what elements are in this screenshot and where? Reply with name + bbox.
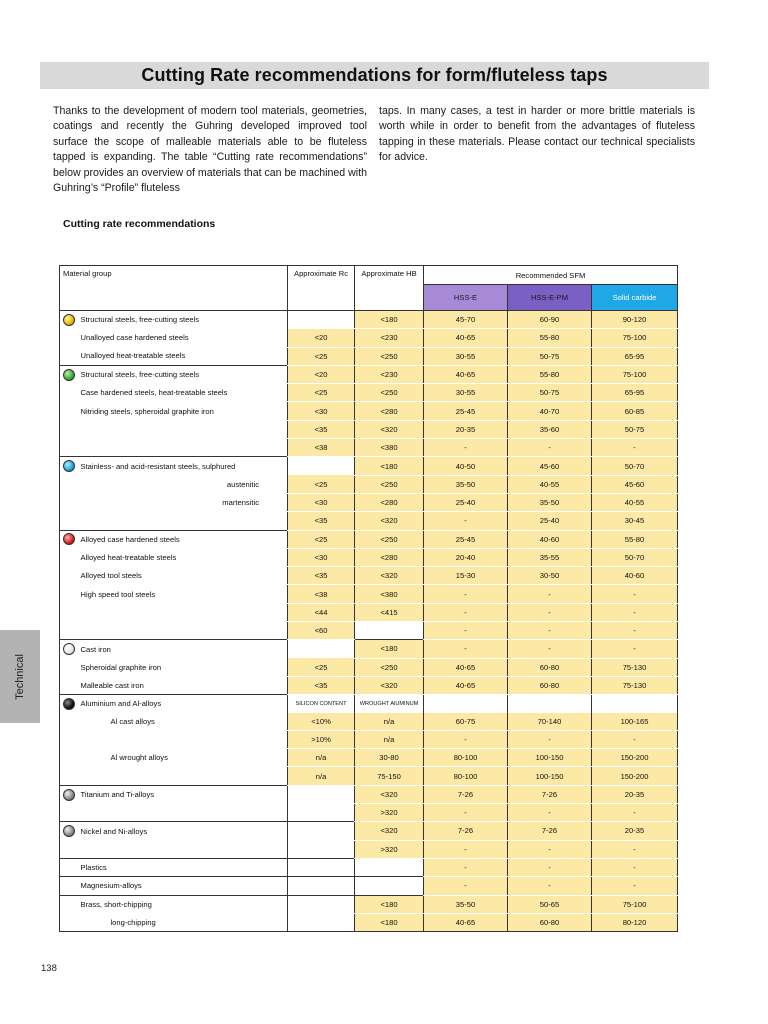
cutting-rate-table bbox=[59, 265, 678, 932]
table-row bbox=[60, 347, 678, 365]
hss-e-pm-sfm-cell: - bbox=[508, 585, 592, 603]
solid-carbide-sfm-cell: 75-130 bbox=[592, 658, 678, 676]
hss-e-sfm-cell: 20-35 bbox=[424, 420, 508, 438]
approx-rc-cell: SILICON CONTENT bbox=[288, 695, 355, 713]
material-name: long-chipping bbox=[78, 913, 288, 931]
table-row bbox=[60, 749, 678, 767]
table-row bbox=[60, 493, 678, 511]
material-name: Nitriding steels, spheroidal graphite iron bbox=[80, 406, 214, 416]
hss-e-pm-sfm-cell: 50-75 bbox=[508, 384, 592, 402]
intro-column-right bbox=[379, 104, 695, 166]
table-row bbox=[60, 548, 678, 566]
approx-hb-cell: >320 bbox=[355, 804, 424, 822]
solid-carbide-sfm-cell: 55-80 bbox=[592, 530, 678, 548]
approx-hb-cell: <320 bbox=[355, 420, 424, 438]
material-name bbox=[78, 622, 288, 640]
material-icon-cell bbox=[60, 877, 78, 895]
material-name: Stainless- and acid-resistant steels, sulphured bbox=[78, 457, 288, 475]
material-name: Plastics bbox=[78, 858, 288, 876]
approx-rc-cell bbox=[288, 640, 355, 658]
approx-hb-cell: <320 bbox=[355, 567, 424, 585]
material-name: Unalloyed case hardened steels bbox=[80, 333, 189, 343]
approx-rc-cell: <30 bbox=[288, 402, 355, 420]
approx-rc-cell bbox=[288, 877, 355, 895]
solid-carbide-sfm-cell: - bbox=[592, 622, 678, 640]
solid-carbide-sfm-cell: 30-45 bbox=[592, 512, 678, 530]
solid-carbide-sfm-cell: 80-120 bbox=[592, 913, 678, 931]
material-icon-cell bbox=[60, 730, 78, 748]
table-row bbox=[60, 895, 678, 913]
approx-hb-cell: <180 bbox=[355, 457, 424, 475]
hss-e-sfm-cell: 80-100 bbox=[424, 749, 508, 767]
hss-e-pm-sfm-cell: - bbox=[508, 877, 592, 895]
material-group-yellow-ball-icon bbox=[63, 314, 75, 326]
hss-e-pm-sfm-cell: - bbox=[508, 858, 592, 876]
header-hss-e-pm: HSS-E-PM bbox=[508, 285, 592, 311]
approx-rc-cell: <20 bbox=[288, 365, 355, 383]
material-icon-cell bbox=[60, 493, 78, 511]
table-row bbox=[60, 512, 678, 530]
approx-rc-cell: >10% bbox=[288, 730, 355, 748]
material-icon-cell bbox=[60, 676, 78, 694]
approx-rc-cell: <44 bbox=[288, 603, 355, 621]
hss-e-sfm-cell: 20-40 bbox=[424, 548, 508, 566]
hss-e-sfm-cell: 40-65 bbox=[424, 365, 508, 383]
material-name: Case hardened steels, heat-treatable steels bbox=[80, 388, 228, 398]
material-icon-cell bbox=[60, 749, 78, 767]
solid-carbide-sfm-cell: 100-165 bbox=[592, 713, 678, 731]
approx-hb-cell: <250 bbox=[355, 384, 424, 402]
approx-hb-cell: <320 bbox=[355, 512, 424, 530]
header-recommended-sfm: Recommended SFM bbox=[424, 266, 678, 285]
material-icon-cell bbox=[60, 603, 78, 621]
material-icon-cell bbox=[60, 548, 78, 566]
hss-e-pm-sfm-cell: 7-26 bbox=[508, 785, 592, 803]
material-icon-cell bbox=[60, 622, 78, 640]
table-row bbox=[60, 457, 678, 475]
material-icon-cell bbox=[60, 913, 78, 931]
solid-carbide-sfm-cell: - bbox=[592, 640, 678, 658]
material-icon-cell bbox=[60, 420, 78, 438]
material-icon-cell bbox=[60, 713, 78, 731]
material-name: Al wrought alloys bbox=[110, 753, 168, 763]
solid-carbide-sfm-cell: - bbox=[592, 858, 678, 876]
solid-carbide-sfm-cell: - bbox=[592, 804, 678, 822]
intro-text-right: taps. In many cases, a test in harder or more brittle materials is worth while in order to benefit from the advantages of fluteless tapping in these materials. Please contact our technical specialists for advice. bbox=[379, 105, 695, 164]
material-name: Alloyed tool steels bbox=[80, 571, 142, 581]
table-row bbox=[60, 785, 678, 803]
hss-e-pm-sfm-cell: - bbox=[508, 439, 592, 457]
header-approx-hb: Approximate HB bbox=[355, 266, 424, 311]
hss-e-sfm-cell: 30-55 bbox=[424, 347, 508, 365]
table-row bbox=[60, 384, 678, 402]
approx-rc-cell: <10% bbox=[288, 713, 355, 731]
hss-e-sfm-cell: 25-40 bbox=[424, 493, 508, 511]
table-row bbox=[60, 585, 678, 603]
approx-rc-cell: <25 bbox=[288, 475, 355, 493]
approx-hb-cell: <180 bbox=[355, 640, 424, 658]
hss-e-sfm-cell: - bbox=[424, 622, 508, 640]
material-icon-cell bbox=[60, 439, 78, 457]
hss-e-pm-sfm-cell: 60-90 bbox=[508, 311, 592, 329]
material-icon-cell bbox=[60, 475, 78, 493]
solid-carbide-sfm-cell: 75-100 bbox=[592, 329, 678, 347]
material-icon-cell bbox=[60, 530, 78, 548]
hss-e-pm-sfm-cell: - bbox=[508, 730, 592, 748]
table-row bbox=[60, 840, 678, 858]
material-name bbox=[78, 512, 288, 530]
approx-hb-cell: <230 bbox=[355, 329, 424, 347]
hss-e-pm-sfm-cell: 35-60 bbox=[508, 420, 592, 438]
material-group-red-ball-icon bbox=[63, 533, 75, 545]
solid-carbide-sfm-cell: 90-120 bbox=[592, 311, 678, 329]
approx-hb-cell: <280 bbox=[355, 493, 424, 511]
approx-hb-cell bbox=[355, 877, 424, 895]
approx-rc-cell bbox=[288, 822, 355, 840]
solid-carbide-sfm-cell: 20-35 bbox=[592, 785, 678, 803]
solid-carbide-sfm-cell: 60-85 bbox=[592, 402, 678, 420]
solid-carbide-sfm-cell: 65-95 bbox=[592, 384, 678, 402]
hss-e-pm-sfm-cell: 50-65 bbox=[508, 895, 592, 913]
hss-e-sfm-cell: 40-65 bbox=[424, 913, 508, 931]
hss-e-sfm-cell: 35-50 bbox=[424, 475, 508, 493]
table-row bbox=[60, 402, 678, 420]
material-icon-cell bbox=[60, 347, 78, 365]
hss-e-sfm-cell: 80-100 bbox=[424, 767, 508, 785]
table-row bbox=[60, 730, 678, 748]
approx-hb-cell: <320 bbox=[355, 785, 424, 803]
material-icon-cell bbox=[60, 402, 78, 420]
hss-e-sfm-cell: 45-70 bbox=[424, 311, 508, 329]
solid-carbide-sfm-cell: - bbox=[592, 877, 678, 895]
material-icon-cell bbox=[60, 804, 78, 822]
approx-rc-cell: <25 bbox=[288, 347, 355, 365]
material-name: martensitic bbox=[222, 498, 260, 508]
material-icon-cell bbox=[60, 767, 78, 785]
table-row bbox=[60, 877, 678, 895]
hss-e-pm-sfm-cell: 55-80 bbox=[508, 365, 592, 383]
approx-hb-cell: 75-150 bbox=[355, 767, 424, 785]
approx-hb-cell: <250 bbox=[355, 530, 424, 548]
table-row bbox=[60, 420, 678, 438]
approx-rc-cell bbox=[288, 804, 355, 822]
approx-hb-cell: <250 bbox=[355, 658, 424, 676]
hss-e-sfm-cell: - bbox=[424, 512, 508, 530]
approx-hb-cell: >320 bbox=[355, 840, 424, 858]
section-title: Cutting rate recommendations bbox=[63, 218, 216, 230]
table-row bbox=[60, 804, 678, 822]
hss-e-sfm-cell: 60-75 bbox=[424, 713, 508, 731]
table-row bbox=[60, 658, 678, 676]
material-icon-cell bbox=[60, 895, 78, 913]
table-row bbox=[60, 858, 678, 876]
material-group-black-ball-icon bbox=[63, 698, 75, 710]
table-row bbox=[60, 640, 678, 658]
approx-rc-cell bbox=[288, 457, 355, 475]
approx-hb-cell: <230 bbox=[355, 365, 424, 383]
approx-hb-cell: <180 bbox=[355, 311, 424, 329]
material-icon-cell bbox=[60, 785, 78, 803]
hss-e-pm-sfm-cell: 60-80 bbox=[508, 913, 592, 931]
approx-rc-cell: <30 bbox=[288, 548, 355, 566]
material-icon-cell bbox=[60, 329, 78, 347]
header-solid-carbide: Solid carbide bbox=[592, 285, 678, 311]
hss-e-pm-sfm-cell: - bbox=[508, 603, 592, 621]
approx-hb-cell: n/a bbox=[355, 730, 424, 748]
material-name: Malleable cast iron bbox=[80, 680, 144, 690]
approx-hb-cell: <250 bbox=[355, 475, 424, 493]
material-icon-cell bbox=[60, 822, 78, 840]
solid-carbide-sfm-cell: 150-200 bbox=[592, 767, 678, 785]
hss-e-sfm-cell: 7-26 bbox=[424, 822, 508, 840]
material-name: Cast iron bbox=[78, 640, 288, 658]
table-row bbox=[60, 475, 678, 493]
side-tab-label: Technical bbox=[14, 653, 27, 700]
solid-carbide-sfm-cell: 75-130 bbox=[592, 676, 678, 694]
material-name: Al cast alloys bbox=[110, 716, 155, 726]
material-icon-cell bbox=[60, 658, 78, 676]
header-approx-rc: Approximate Rc bbox=[288, 266, 355, 311]
material-name: Structural steels, free-cutting steels bbox=[78, 311, 288, 329]
approx-rc-cell bbox=[288, 895, 355, 913]
approx-rc-cell: <25 bbox=[288, 530, 355, 548]
hss-e-sfm-cell: - bbox=[424, 730, 508, 748]
solid-carbide-sfm-cell: - bbox=[592, 730, 678, 748]
material-group-white-ball-icon bbox=[63, 643, 75, 655]
header-hss-e: HSS-E bbox=[424, 285, 508, 311]
hss-e-sfm-cell: - bbox=[424, 439, 508, 457]
hss-e-pm-sfm-cell: 40-55 bbox=[508, 475, 592, 493]
hss-e-pm-sfm-cell: 40-70 bbox=[508, 402, 592, 420]
hss-e-pm-sfm-cell: 50-75 bbox=[508, 347, 592, 365]
hss-e-sfm-cell: - bbox=[424, 877, 508, 895]
solid-carbide-sfm-cell: - bbox=[592, 585, 678, 603]
solid-carbide-sfm-cell: 40-55 bbox=[592, 493, 678, 511]
hss-e-sfm-cell: 35-50 bbox=[424, 895, 508, 913]
hss-e-pm-sfm-cell: - bbox=[508, 840, 592, 858]
approx-rc-cell bbox=[288, 858, 355, 876]
material-name: Nickel and Ni-alloys bbox=[78, 822, 288, 840]
material-name bbox=[78, 840, 288, 858]
approx-hb-cell: <250 bbox=[355, 347, 424, 365]
material-icon-cell bbox=[60, 457, 78, 475]
solid-carbide-sfm-cell: 45-60 bbox=[592, 475, 678, 493]
approx-rc-cell: <25 bbox=[288, 384, 355, 402]
material-icon-cell bbox=[60, 858, 78, 876]
table-row bbox=[60, 311, 678, 329]
material-name: High speed tool steels bbox=[80, 589, 156, 599]
hss-e-sfm-cell bbox=[424, 695, 508, 713]
hss-e-pm-sfm-cell: 100-150 bbox=[508, 749, 592, 767]
table-row bbox=[60, 713, 678, 731]
table-row bbox=[60, 439, 678, 457]
table-row bbox=[60, 913, 678, 931]
approx-hb-cell: n/a bbox=[355, 713, 424, 731]
approx-rc-cell: <35 bbox=[288, 567, 355, 585]
hss-e-sfm-cell: 40-65 bbox=[424, 329, 508, 347]
hss-e-sfm-cell: 7-26 bbox=[424, 785, 508, 803]
table-row bbox=[60, 603, 678, 621]
approx-rc-cell: n/a bbox=[288, 767, 355, 785]
intro-column-left bbox=[53, 104, 367, 196]
approx-hb-cell: <280 bbox=[355, 402, 424, 420]
hss-e-sfm-cell: - bbox=[424, 603, 508, 621]
solid-carbide-sfm-cell: 20-35 bbox=[592, 822, 678, 840]
hss-e-sfm-cell: - bbox=[424, 640, 508, 658]
solid-carbide-sfm-cell: 65-95 bbox=[592, 347, 678, 365]
material-name: Alloyed case hardened steels bbox=[78, 530, 288, 548]
intro-text-left: Thanks to the development of modern tool materials, geometries, coatings and recently the Guhring developed improved tool surface the scope of malleable materials able to be fluteless tapped is expanding. The table “Cutting rate recommendations” below provides an overview of materials that can be machined with Guhring’s “Profile” fluteless bbox=[53, 105, 367, 195]
hss-e-pm-sfm-cell: 35-50 bbox=[508, 493, 592, 511]
material-group-grey-ball-icon bbox=[63, 789, 75, 801]
table-row bbox=[60, 365, 678, 383]
material-name: Spheroidal graphite iron bbox=[80, 662, 162, 672]
table-row bbox=[60, 695, 678, 713]
table-row bbox=[60, 329, 678, 347]
material-icon-cell bbox=[60, 640, 78, 658]
material-group-green-ball-icon bbox=[63, 369, 75, 381]
hss-e-pm-sfm-cell: 100-150 bbox=[508, 767, 592, 785]
approx-hb-cell: <380 bbox=[355, 439, 424, 457]
approx-rc-cell: <60 bbox=[288, 622, 355, 640]
solid-carbide-sfm-cell: 50-70 bbox=[592, 548, 678, 566]
solid-carbide-sfm-cell: - bbox=[592, 439, 678, 457]
title-banner bbox=[40, 62, 709, 89]
material-name bbox=[78, 420, 288, 438]
solid-carbide-sfm-cell: 150-200 bbox=[592, 749, 678, 767]
approx-rc-cell bbox=[288, 311, 355, 329]
material-name: Structural steels, free-cutting steels bbox=[78, 365, 288, 383]
material-name bbox=[78, 730, 288, 748]
approx-rc-cell: n/a bbox=[288, 749, 355, 767]
hss-e-pm-sfm-cell: - bbox=[508, 622, 592, 640]
solid-carbide-sfm-cell: - bbox=[592, 840, 678, 858]
hss-e-pm-sfm-cell: 60-80 bbox=[508, 676, 592, 694]
approx-hb-cell: <320 bbox=[355, 822, 424, 840]
approx-rc-cell: <38 bbox=[288, 585, 355, 603]
table-row bbox=[60, 767, 678, 785]
material-group-grey-ball-icon bbox=[63, 825, 75, 837]
solid-carbide-sfm-cell: - bbox=[592, 603, 678, 621]
approx-rc-cell: <35 bbox=[288, 512, 355, 530]
material-name bbox=[78, 767, 288, 785]
table-row bbox=[60, 530, 678, 548]
hss-e-sfm-cell: 40-65 bbox=[424, 658, 508, 676]
approx-rc-cell: <38 bbox=[288, 439, 355, 457]
material-icon-cell bbox=[60, 567, 78, 585]
solid-carbide-sfm-cell: 40-60 bbox=[592, 567, 678, 585]
solid-carbide-sfm-cell bbox=[592, 695, 678, 713]
hss-e-sfm-cell: - bbox=[424, 858, 508, 876]
hss-e-sfm-cell: 25-45 bbox=[424, 530, 508, 548]
material-name: Magnesium-alloys bbox=[78, 877, 288, 895]
material-name: Unalloyed heat-treatable steels bbox=[80, 351, 186, 361]
solid-carbide-sfm-cell: 75-100 bbox=[592, 895, 678, 913]
side-tab bbox=[0, 630, 40, 723]
material-name bbox=[78, 439, 288, 457]
page-number: 138 bbox=[41, 963, 57, 974]
page-title: Cutting Rate recommendations for form/fluteless taps bbox=[141, 65, 608, 85]
header-material-group: Material group bbox=[60, 266, 288, 311]
hss-e-pm-sfm-cell bbox=[508, 695, 592, 713]
material-name: Brass, short-chipping bbox=[78, 895, 288, 913]
hss-e-sfm-cell: - bbox=[424, 585, 508, 603]
table-row bbox=[60, 822, 678, 840]
approx-hb-cell bbox=[355, 622, 424, 640]
material-name: Titanium and Ti-alloys bbox=[78, 785, 288, 803]
hss-e-sfm-cell: 15-30 bbox=[424, 567, 508, 585]
approx-hb-cell: <280 bbox=[355, 548, 424, 566]
hss-e-sfm-cell: 40-65 bbox=[424, 676, 508, 694]
solid-carbide-sfm-cell: 50-70 bbox=[592, 457, 678, 475]
approx-rc-cell: <35 bbox=[288, 676, 355, 694]
material-group-blue-ball-icon bbox=[63, 460, 75, 472]
hss-e-sfm-cell: - bbox=[424, 804, 508, 822]
hss-e-pm-sfm-cell: 60-80 bbox=[508, 658, 592, 676]
table-row bbox=[60, 676, 678, 694]
solid-carbide-sfm-cell: 50-75 bbox=[592, 420, 678, 438]
hss-e-pm-sfm-cell: 7-26 bbox=[508, 822, 592, 840]
material-name: austenitic bbox=[226, 479, 260, 489]
material-icon-cell bbox=[60, 384, 78, 402]
hss-e-sfm-cell: - bbox=[424, 840, 508, 858]
material-icon-cell bbox=[60, 695, 78, 713]
table-row bbox=[60, 567, 678, 585]
approx-rc-cell: <20 bbox=[288, 329, 355, 347]
approx-hb-cell: <180 bbox=[355, 913, 424, 931]
material-name bbox=[78, 804, 288, 822]
approx-rc-cell: <35 bbox=[288, 420, 355, 438]
approx-hb-cell: <415 bbox=[355, 603, 424, 621]
approx-rc-cell bbox=[288, 840, 355, 858]
approx-rc-cell: <25 bbox=[288, 658, 355, 676]
hss-e-pm-sfm-cell: 25-40 bbox=[508, 512, 592, 530]
hss-e-pm-sfm-cell: - bbox=[508, 640, 592, 658]
material-name: Aluminium and Al-alloys bbox=[78, 695, 288, 713]
table-row bbox=[60, 622, 678, 640]
material-name bbox=[78, 603, 288, 621]
material-name: Alloyed heat-treatable steels bbox=[80, 553, 177, 562]
approx-rc-cell: <30 bbox=[288, 493, 355, 511]
hss-e-pm-sfm-cell: - bbox=[508, 804, 592, 822]
approx-hb-cell bbox=[355, 858, 424, 876]
hss-e-sfm-cell: 25-45 bbox=[424, 402, 508, 420]
hss-e-sfm-cell: 40-50 bbox=[424, 457, 508, 475]
material-icon-cell bbox=[60, 311, 78, 329]
approx-hb-cell: 30-80 bbox=[355, 749, 424, 767]
approx-hb-cell: <180 bbox=[355, 895, 424, 913]
solid-carbide-sfm-cell: 75-100 bbox=[592, 365, 678, 383]
approx-hb-cell: <320 bbox=[355, 676, 424, 694]
material-icon-cell bbox=[60, 585, 78, 603]
approx-hb-cell: WROUGHT AlUMINUM bbox=[355, 695, 424, 713]
material-icon-cell bbox=[60, 512, 78, 530]
approx-rc-cell bbox=[288, 785, 355, 803]
hss-e-pm-sfm-cell: 40-60 bbox=[508, 530, 592, 548]
hss-e-pm-sfm-cell: 70-140 bbox=[508, 713, 592, 731]
material-icon-cell bbox=[60, 840, 78, 858]
hss-e-pm-sfm-cell: 55-80 bbox=[508, 329, 592, 347]
table-body bbox=[60, 311, 678, 932]
hss-e-pm-sfm-cell: 45-60 bbox=[508, 457, 592, 475]
hss-e-pm-sfm-cell: 30-50 bbox=[508, 567, 592, 585]
approx-hb-cell: <380 bbox=[355, 585, 424, 603]
material-icon-cell bbox=[60, 365, 78, 383]
hss-e-pm-sfm-cell: 35-55 bbox=[508, 548, 592, 566]
hss-e-sfm-cell: 30-55 bbox=[424, 384, 508, 402]
approx-rc-cell bbox=[288, 913, 355, 931]
